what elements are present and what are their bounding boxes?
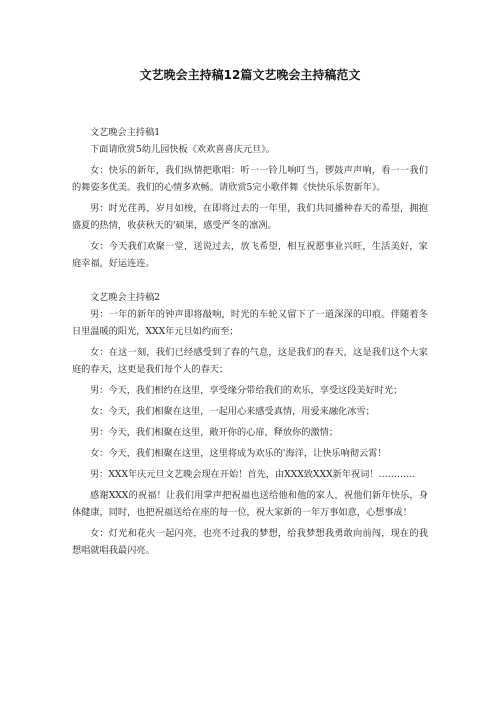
section-1 <box>72 124 428 272</box>
paragraph: 男：今天，我们相聚在这里，敞开你的心扉，释放你的激情； <box>90 427 339 438</box>
section-2 <box>72 289 428 559</box>
paragraph: 女：快乐的新年，我们纵情把歌唱：听一一铃儿响叮当，锣鼓声声响，看一一我们的舞姿多优美。我们的心情多欢畅。请欣赏5完小歌伴舞《快快乐乐贺新年》。 <box>72 165 428 193</box>
paragraph: 男：一年的新年的钟声即将敲响，时光的车轮又留下了一道深深的印痕。伴随着冬日里温暖的阳光，XXX年元旦如约而至； <box>72 309 428 337</box>
paragraph: 女：今天，我们相聚在这里，这里将成为欢乐的'海洋，让快乐响彻云霄！ <box>90 448 387 459</box>
section-spacer <box>72 276 428 289</box>
section-heading: 文艺晚会主持稿2 <box>90 292 161 303</box>
paragraph: 感谢XXX的祝福！让我们用掌声把祝福也送给他和他的家人，祝他们新年快乐，身体健康，同时，也把祝福送给在座的每一位，祝大家新的一年万事如意，心想事成！ <box>72 490 428 518</box>
document-body <box>72 124 428 563</box>
paragraph: 男：时光荏苒，岁月如梭，在即将过去的一年里，我们共同播种春天的希望，拥抱盛夏的热情，收获秋天的'硕果，感受严冬的凛冽。 <box>72 203 428 231</box>
paragraph: 女：在这一刻，我们已经感受到了春的气息，这是我们的春天，这是我们这个大家庭的春天，这更是我们每个人的春天； <box>72 347 428 375</box>
section-heading: 文艺晚会主持稿1 <box>90 127 161 138</box>
paragraph: 男：今天，我们相约在这里，享受缘分带给我们的欢乐，享受这段美好时光； <box>90 385 403 396</box>
paragraph: 女：今天我们欢聚一堂，送说过去，放飞希望，相互祝愿事业兴旺，生活美好，家庭幸福，好运连连。 <box>72 241 428 269</box>
paragraph: 下面请欣赏5幼儿园快板《欢欢喜喜庆元旦》。 <box>90 144 275 155</box>
document-title: 文艺晚会主持稿12篇文艺晚会主持稿范文 <box>139 68 361 82</box>
paragraph: 女：灯光和花火一起闪亮，也亮不过我的梦想，给我梦想我勇敢向前闯，现在的我想唱就唱我最闪亮。 <box>72 528 428 556</box>
paragraph: 男：XXX年庆元旦文艺晚会现在开始！首先，由XXX致XXX新年祝词！………… <box>90 469 416 480</box>
paragraph: 女：今天，我们相聚在这里，一起用心来感受真情，用爱来融化冰雪； <box>90 406 375 417</box>
